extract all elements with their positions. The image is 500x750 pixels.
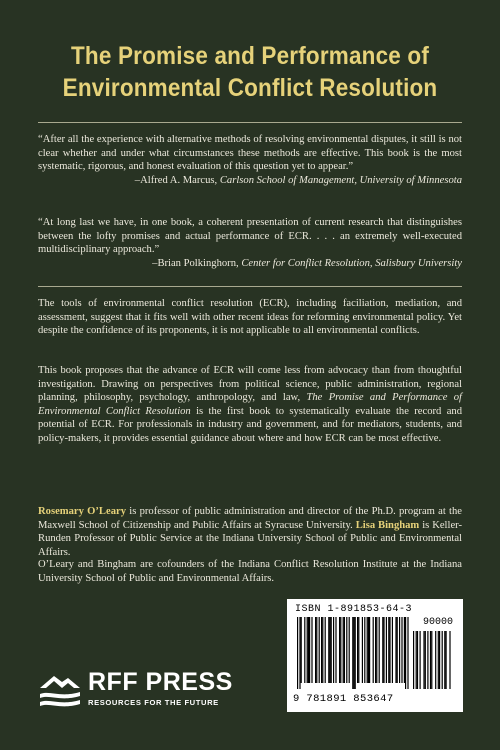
barcode-bar (383, 617, 384, 683)
barcode-bar (321, 617, 322, 683)
barcode-bar (395, 617, 396, 683)
barcode-bar (401, 617, 402, 683)
barcode-bar (404, 617, 405, 683)
addon-bar (438, 631, 439, 689)
addon-bar (431, 631, 432, 689)
barcode-bar (352, 617, 353, 689)
authors-joint-note: O’Leary and Bingham are cofounders of the Indiana Conflict Resolution Institute at the Indiana University School of Public and Environmental Affairs. (38, 559, 462, 584)
barcode-bar (379, 617, 380, 683)
description-p2-start: This book proposes that the advance of ECR will come less from advocacy than from thoughtful investigation. Drawing on perspectives from political science, public administration, regional planning, philosophy, psychology, anthropology, and law, (38, 365, 462, 404)
addon-bar (420, 631, 421, 689)
barcode-bar (357, 617, 358, 683)
author-bio-oleary: is professor of public administration and director of the Ph.D. program at the Maxwell School of Citizenship and Public Affairs at Syracuse University. (38, 506, 462, 531)
barcode-bar (386, 617, 387, 683)
barcode-bar (308, 617, 309, 683)
quote-2-author: –Brian Polkinghorn, (152, 257, 239, 269)
barcode-bar (299, 617, 300, 689)
barcode-bar (333, 617, 334, 683)
description-p2-end: is the first book to systematically evaluate the record and potential of ECR. For professionals in industry and government, and for mediators, students, and policy-makers, it provides essential guidance about where and how ECR can be most effective. (38, 405, 462, 444)
middle-divider (38, 286, 462, 287)
top-divider (38, 122, 462, 123)
quote-2-affiliation: Center for Conflict Resolution, Salisbury University (241, 257, 462, 269)
addon-bar (425, 631, 426, 689)
barcode-bar (353, 617, 354, 689)
barcode-bar (315, 617, 316, 683)
barcode-bar (367, 617, 368, 683)
barcode-bar (392, 617, 393, 683)
barcode-bar (325, 617, 326, 683)
addon-bar (442, 631, 443, 689)
author-name-bingham: Lisa Bingham (355, 519, 420, 531)
barcode-bar (319, 617, 320, 683)
barcode-bar (301, 617, 302, 683)
publisher-tagline: RESOURCES FOR THE FUTURE (88, 698, 219, 707)
book-title (0, 40, 500, 104)
author-name-oleary: Rosemary O’Leary (38, 506, 126, 517)
addon-bar (435, 631, 436, 689)
barcode-bar (309, 617, 310, 683)
barcode-bar (388, 617, 389, 683)
quote-1-author: –Alfred A. Marcus, (134, 174, 218, 186)
barcode-bar (322, 617, 323, 683)
barcode-bar (340, 617, 341, 683)
quote-2-attribution (38, 257, 462, 271)
barcode-bar (311, 617, 312, 683)
quote-2-text: “At long last we have, in one book, a coherent presentation of current research that distinguishes between the lofty promises and actual performance of ECR. . . . an extremely well-executed multidisciplinary approach.” (38, 217, 462, 256)
price-code: 90000 (422, 617, 453, 628)
author-bio-bingham: is Keller-Runden Professor of Public Service at the Indiana University School of Public and Environmental Affairs. (38, 519, 462, 558)
rff-mountain-icon (38, 670, 82, 710)
barcode-bar (344, 617, 345, 683)
barcode-bar (349, 617, 350, 683)
quote-1-text: “After all the experience with alternative methods of resolving environmental disputes, it still is not clear whether and under what circumstances these methods are effective. This book is the most systematic, rigorous, and honest evaluation of this question yet to appear.” (38, 134, 462, 173)
barcode-bar (343, 617, 344, 683)
barcode-bar (407, 617, 408, 689)
quote-1-affiliation: Carlson School of Management, University of Minnesota (219, 174, 462, 186)
barcode-bar (397, 617, 398, 683)
barcode-bar (339, 617, 340, 683)
barcode-bar (329, 617, 330, 683)
barcode-bar (389, 617, 390, 683)
ean-digits: 9 781891 853647 (293, 693, 394, 705)
barcode-bar (355, 617, 356, 689)
barcode-bar (364, 617, 365, 683)
barcode-bar (316, 617, 317, 683)
book-title-line1: The Promise and Performance of (70, 42, 430, 70)
description-paragraph-2 (38, 364, 462, 446)
barcode-bar (335, 617, 336, 683)
addon-bar (449, 631, 450, 689)
publisher-name: RFF PRESS (88, 668, 233, 696)
addon-bar (446, 631, 447, 689)
barcode-bar (405, 617, 406, 689)
book-title-line2: Environmental Conflict Resolution (62, 74, 438, 102)
addon-bar (427, 631, 428, 689)
endorsement-quote-1 (38, 133, 462, 187)
barcode-bar (399, 617, 400, 683)
barcode-bar (375, 617, 376, 683)
barcode-bar (362, 617, 363, 683)
endorsement-quote-2 (38, 216, 462, 270)
addon-bar (416, 631, 417, 689)
barcode-bar (369, 617, 370, 683)
barcode-bar (376, 617, 377, 683)
barcode-bar (331, 617, 332, 683)
addon-bar (417, 631, 418, 689)
isbn-label: ISBN 1-891853-64-3 (295, 604, 413, 615)
barcode-bar (346, 617, 347, 683)
addon-bar (444, 631, 445, 689)
barcode-bar (382, 617, 383, 683)
addon-bar (430, 631, 431, 689)
barcode-panel (287, 599, 463, 712)
barcode-bar (373, 617, 374, 683)
barcode-bar (304, 617, 305, 683)
barcode-bar (307, 617, 308, 683)
addon-bar (413, 631, 414, 689)
publisher-logo (38, 668, 248, 714)
barcode-bar (328, 617, 329, 683)
description-p2-book-title: The Promise and Performance of Environmental Conflict Resolution (38, 392, 462, 417)
description-paragraph-1: The tools of environmental conflict resolution (ECR), including faciliation, mediation, and assessment, suggest that it fits well with other recent ideas for reforming environmental policy. Yet despite the confidence of its proponents, it is not applicable to all environmental conflicts. (38, 298, 462, 337)
addon-bar (423, 631, 424, 689)
author-bios (38, 505, 462, 559)
barcode-bar (358, 617, 359, 683)
quote-1-attribution (38, 174, 462, 188)
addon-bar (439, 631, 440, 689)
barcode-bar (368, 617, 369, 683)
barcode-bar (297, 617, 298, 689)
